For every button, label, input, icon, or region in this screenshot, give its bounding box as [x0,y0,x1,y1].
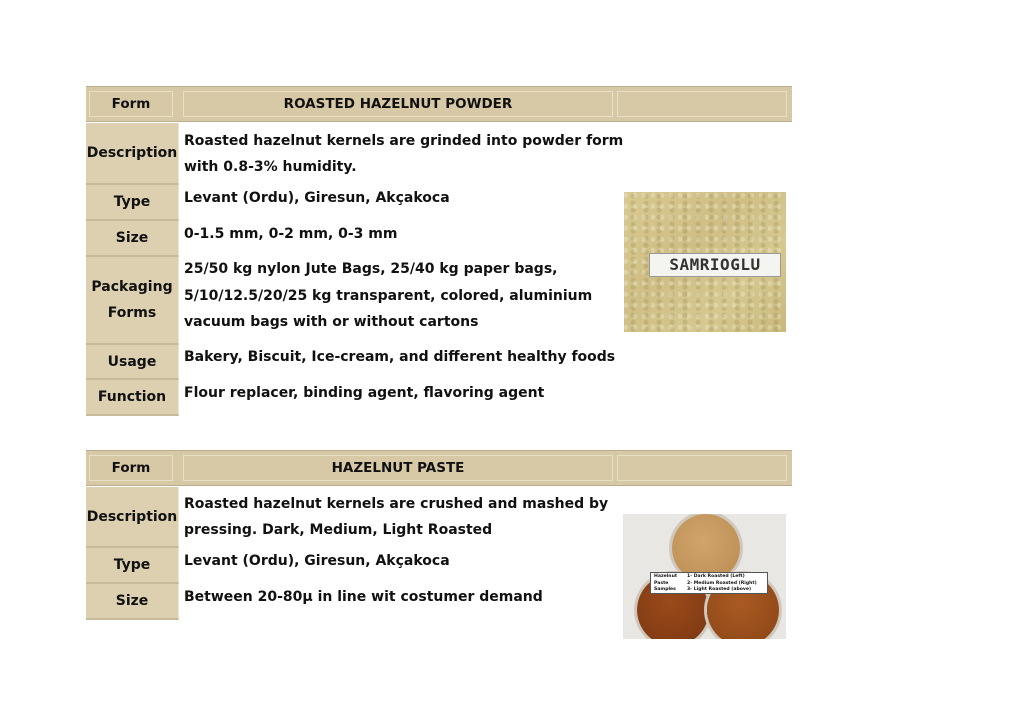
packaging-label-line: Forms [107,305,157,321]
type-label: Type [86,185,179,221]
size-value: 0-1.5 mm, 0-2 mm, 0-3 mm [184,225,398,242]
function-label: Function [86,380,179,416]
form-header-label: Form [89,455,173,481]
description-line: with 0.8-3% humidity. [184,159,357,175]
description-label: Description [86,123,179,185]
size-value: Between 20-80µ in line wit costumer demand [184,588,543,605]
legend-left-column [654,574,684,594]
size-label: Size [86,584,179,620]
header-empty-cell [617,91,787,117]
samples-legend [650,572,768,594]
usage-value: Bakery, Biscuit, Ice-cream, and different healthy foods [184,348,616,365]
description-value [184,486,624,548]
legend-text: Samples [654,587,676,593]
legend-right-column [687,574,767,594]
description-value [184,123,624,185]
legend-text: 1- Dark Roasted (Left) [687,574,745,579]
brand-label: SAMRIOGLU [649,253,781,277]
packaging-line: 5/10/12.5/20/25 kg transparent, colored, aluminium [184,287,593,304]
legend-text: 3- Light Roasted (above) [687,587,752,593]
packaging-line: vacuum bags with or without cartons [184,314,479,331]
legend-text: Paste [654,580,669,586]
header-empty-cell [617,455,787,481]
type-label: Type [86,548,179,584]
description-label: Description [86,487,179,548]
legend-text: Hazelnut [654,574,678,579]
type-value: Levant (Ordu), Giresun, Akçakoca [184,189,450,206]
function-value: Flour replacer, binding agent, flavoring agent [184,384,545,401]
packaging-forms-label [86,257,179,345]
type-value: Levant (Ordu), Giresun, Akçakoca [184,552,450,569]
table-header [86,450,792,486]
usage-label: Usage [86,345,179,380]
description-line: pressing. Dark, Medium, Light Roasted [184,522,493,538]
legend-text: 2- Medium Roasted (Right) [687,580,757,586]
description-line: Roasted hazelnut kernels are crushed and mashed by [184,495,609,512]
hazelnut-powder-image [624,192,786,332]
product-title: HAZELNUT PASTE [183,455,613,481]
description-line: Roasted hazelnut kernels are grinded into powder form [184,132,624,149]
product-title: ROASTED HAZELNUT POWDER [183,91,613,117]
packaging-value [184,256,624,336]
packaging-label-line: Packaging [91,279,173,295]
hazelnut-paste-samples-image [623,514,786,639]
size-label: Size [86,221,179,257]
table-header [86,86,792,122]
packaging-line: 25/50 kg nylon Jute Bags, 25/40 kg paper bags, [184,261,558,278]
form-header-label: Form [89,91,173,117]
